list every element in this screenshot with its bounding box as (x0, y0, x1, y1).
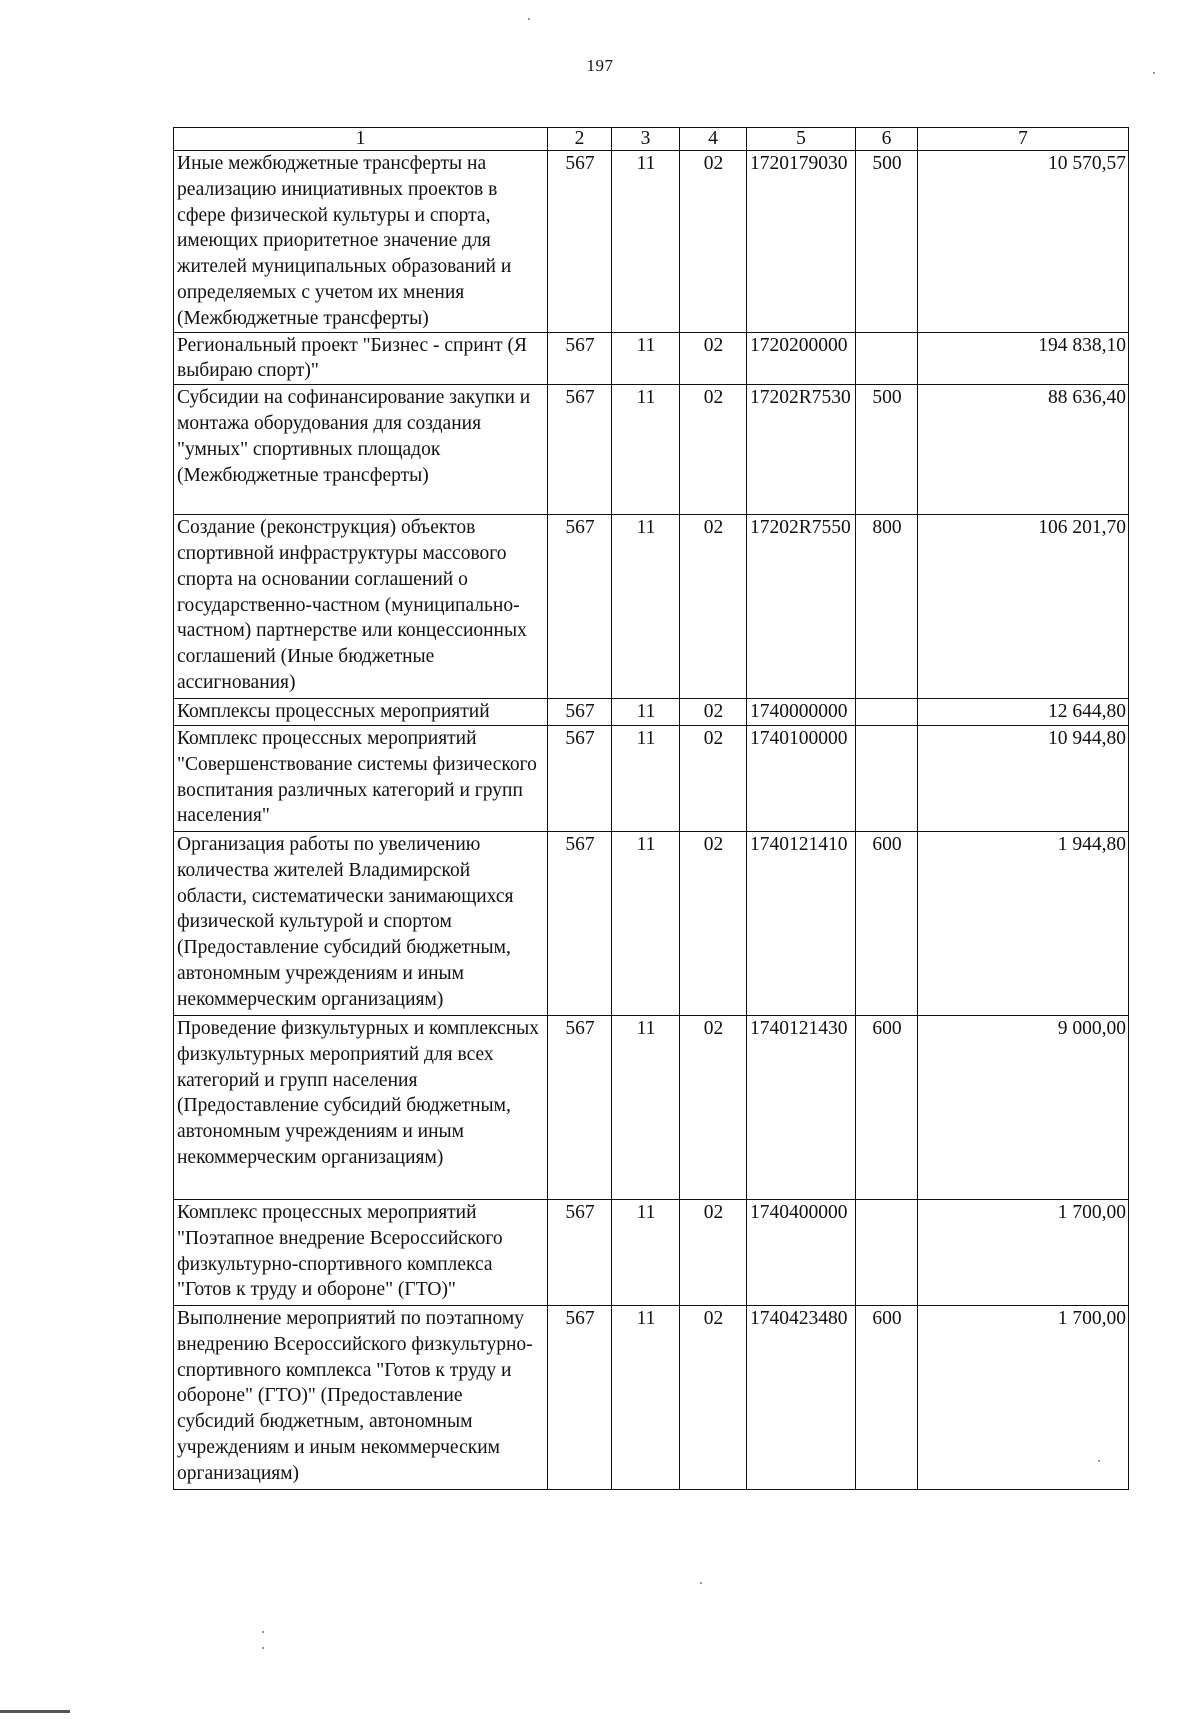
header-col-2: 2 (548, 128, 612, 151)
header-col-5: 5 (747, 128, 856, 151)
row-subsection: 02 (680, 151, 747, 333)
row-section: 11 (612, 1199, 680, 1305)
row-target-article: 17202R7530 (747, 385, 856, 515)
row-section: 11 (612, 385, 680, 515)
row-ministry-code: 567 (548, 699, 612, 726)
scan-speck (262, 1631, 264, 1633)
row-subsection: 02 (680, 1305, 747, 1489)
scan-edge-mark (0, 1710, 70, 1713)
row-name: Субсидии на софинансирование закупки и монтажа оборудования для создания "умных" спортивных площадок (Межбюджетные трансферты) (174, 385, 548, 515)
row-amount: 106 201,70 (918, 515, 1129, 699)
row-section: 11 (612, 515, 680, 699)
row-target-article: 1740423480 (747, 1305, 856, 1489)
row-ministry-code: 567 (548, 332, 612, 385)
row-amount: 10 944,80 (918, 725, 1129, 831)
row-amount: 12 644,80 (918, 699, 1129, 726)
table-row (174, 699, 1129, 726)
header-col-3: 3 (612, 128, 680, 151)
row-amount: 10 570,57 (918, 151, 1129, 333)
table-row (174, 1015, 1129, 1199)
page-number: 197 (586, 56, 614, 75)
table-row (174, 385, 1129, 515)
row-section: 11 (612, 725, 680, 831)
row-section: 11 (612, 151, 680, 333)
header-col-7: 7 (918, 128, 1129, 151)
row-section: 11 (612, 332, 680, 385)
row-name: Комплекс процессных мероприятий "Поэтапное внедрение Всероссийского физкультурно-спортивного комплекса "Готов к труду и обороне" (ГТО)" (174, 1199, 548, 1305)
row-name: Комплексы процессных мероприятий (174, 699, 548, 726)
table-row (174, 1199, 1129, 1305)
row-subsection: 02 (680, 699, 747, 726)
table-row (174, 332, 1129, 385)
row-expense-type: 500 (856, 385, 918, 515)
row-section: 11 (612, 699, 680, 726)
row-ministry-code: 567 (548, 1199, 612, 1305)
row-name: Организация работы по увеличению количества жителей Владимирской области, систематически занимающихся физической культурой и спортом (Предоставление субсидий бюджетным, автономным учреждениям и иным некоммерческим организациям) (174, 831, 548, 1015)
row-target-article: 1740000000 (747, 699, 856, 726)
row-subsection: 02 (680, 1015, 747, 1199)
row-target-article: 1740121430 (747, 1015, 856, 1199)
row-target-article: 1720200000 (747, 332, 856, 385)
table-row (174, 151, 1129, 333)
row-ministry-code: 567 (548, 725, 612, 831)
scan-speck (700, 1582, 702, 1584)
row-amount: 9 000,00 (918, 1015, 1129, 1199)
scan-speck (1153, 72, 1155, 74)
row-amount: 1 700,00 (918, 1305, 1129, 1489)
row-expense-type (856, 1199, 918, 1305)
row-expense-type: 600 (856, 831, 918, 1015)
row-name: Создание (реконструкция) объектов спортивной инфраструктуры массового спорта на основании соглашений о государственно-частном (муниципально-частном) партнерстве или концессионных соглашений (Иные бюджетные ассигнования) (174, 515, 548, 699)
table-row (174, 515, 1129, 699)
row-ministry-code: 567 (548, 831, 612, 1015)
header-col-1: 1 (174, 128, 548, 151)
header-col-6: 6 (856, 128, 918, 151)
row-subsection: 02 (680, 385, 747, 515)
row-amount: 1 700,00 (918, 1199, 1129, 1305)
row-subsection: 02 (680, 515, 747, 699)
row-expense-type: 600 (856, 1015, 918, 1199)
row-section: 11 (612, 1015, 680, 1199)
row-expense-type: 500 (856, 151, 918, 333)
row-expense-type: 800 (856, 515, 918, 699)
row-ministry-code: 567 (548, 515, 612, 699)
row-name: Проведение физкультурных и комплексных физкультурных мероприятий для всех категорий и групп населения (Предоставление субсидий бюджетным, автономным учреждениям и иным некоммерческим организациям) (174, 1015, 548, 1199)
scan-speck (1098, 1460, 1100, 1462)
header-col-4: 4 (680, 128, 747, 151)
budget-table (173, 127, 1129, 1490)
row-expense-type (856, 699, 918, 726)
scan-speck (262, 1647, 264, 1649)
row-ministry-code: 567 (548, 151, 612, 333)
row-ministry-code: 567 (548, 1305, 612, 1489)
row-ministry-code: 567 (548, 1015, 612, 1199)
row-expense-type (856, 332, 918, 385)
row-name: Комплекс процессных мероприятий "Совершенствование системы физического воспитания различных категорий и групп населения" (174, 725, 548, 831)
row-target-article: 1740100000 (747, 725, 856, 831)
row-subsection: 02 (680, 831, 747, 1015)
row-expense-type: 600 (856, 1305, 918, 1489)
table-row (174, 725, 1129, 831)
row-name: Иные межбюджетные трансферты на реализацию инициативных проектов в сфере физической культуры и спорта, имеющих приоритетное значение для жителей муниципальных образований и определяемых с учетом их мнения (Межбюджетные трансферты) (174, 151, 548, 333)
row-target-article: 17202R7550 (747, 515, 856, 699)
row-expense-type (856, 725, 918, 831)
row-amount: 88 636,40 (918, 385, 1129, 515)
row-subsection: 02 (680, 1199, 747, 1305)
row-name: Региональный проект "Бизнес - спринт (Я выбираю спорт)" (174, 332, 548, 385)
row-subsection: 02 (680, 725, 747, 831)
table-row (174, 1305, 1129, 1489)
row-target-article: 1740121410 (747, 831, 856, 1015)
table-row (174, 831, 1129, 1015)
header-row (174, 128, 1129, 151)
scan-speck (528, 18, 530, 20)
row-ministry-code: 567 (548, 385, 612, 515)
row-target-article: 1740400000 (747, 1199, 856, 1305)
row-name: Выполнение мероприятий по поэтапному внедрению Всероссийского физкультурно-спортивного комплекса "Готов к труду и обороне" (ГТО)" (Предоставление субсидий бюджетным, автономным учреждениям и иным некоммерческим организациям) (174, 1305, 548, 1489)
row-section: 11 (612, 1305, 680, 1489)
row-subsection: 02 (680, 332, 747, 385)
row-target-article: 1720179030 (747, 151, 856, 333)
row-amount: 194 838,10 (918, 332, 1129, 385)
row-section: 11 (612, 831, 680, 1015)
row-amount: 1 944,80 (918, 831, 1129, 1015)
